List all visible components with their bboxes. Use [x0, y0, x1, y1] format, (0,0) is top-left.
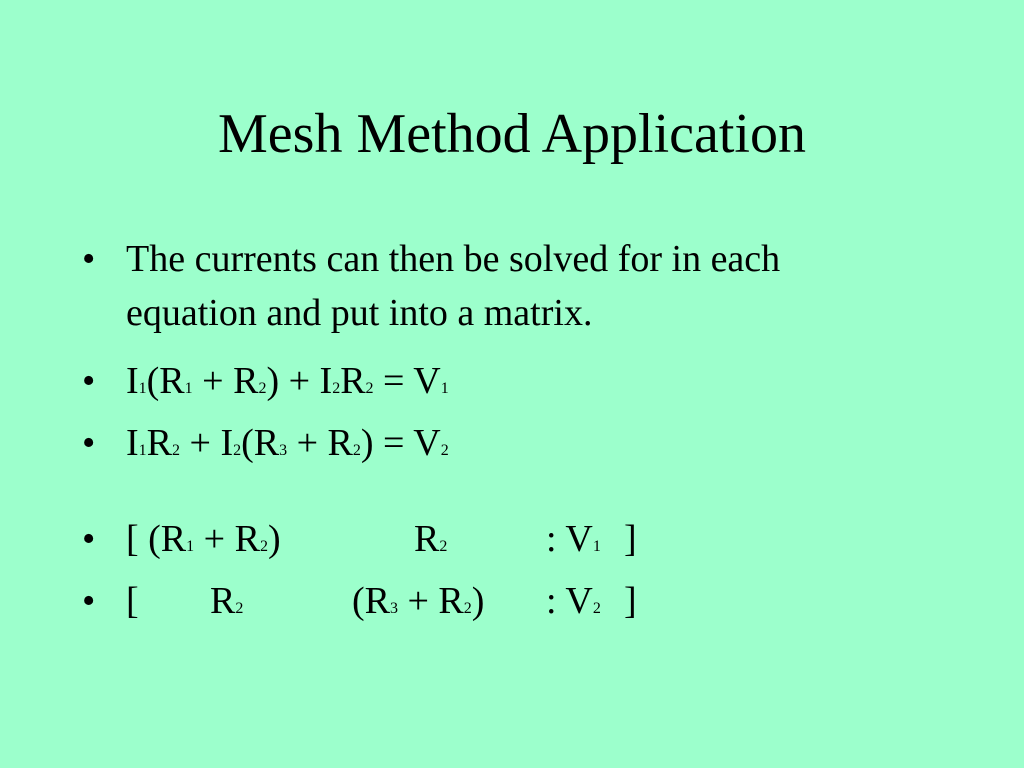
- matrix-row-2-col-1: R2: [210, 580, 244, 622]
- slide-title: Mesh Method Application: [218, 103, 806, 165]
- matrix-row-2-open-bracket: [: [126, 580, 139, 622]
- equation-2: I1R2 + I2(R3 + R2) = V2: [126, 422, 449, 464]
- bullet-dot: •: [82, 238, 96, 280]
- bullet-text-line2: equation and put into a matrix.: [126, 292, 593, 334]
- matrix-row-2-close-bracket: ]: [624, 580, 637, 622]
- bullet-dot: •: [82, 580, 96, 622]
- bullet-dot: •: [82, 518, 96, 560]
- matrix-row-2-col-2: (R3 + R2): [352, 580, 485, 622]
- bullet-text-line1: The currents can then be solved for in each: [126, 238, 781, 280]
- matrix-row-1-close-bracket: ]: [624, 518, 637, 560]
- bullet-dot: •: [82, 360, 96, 402]
- matrix-row-2-rhs: : V2: [546, 580, 601, 622]
- matrix-row-1-col-1: [ (R1 + R2): [126, 518, 281, 560]
- bullet-dot: •: [82, 422, 96, 464]
- equation-1: I1(R1 + R2) + I2R2 = V1: [126, 360, 449, 402]
- matrix-row-1-rhs: : V1: [546, 518, 601, 560]
- matrix-row-1-col-2: R2: [414, 518, 448, 560]
